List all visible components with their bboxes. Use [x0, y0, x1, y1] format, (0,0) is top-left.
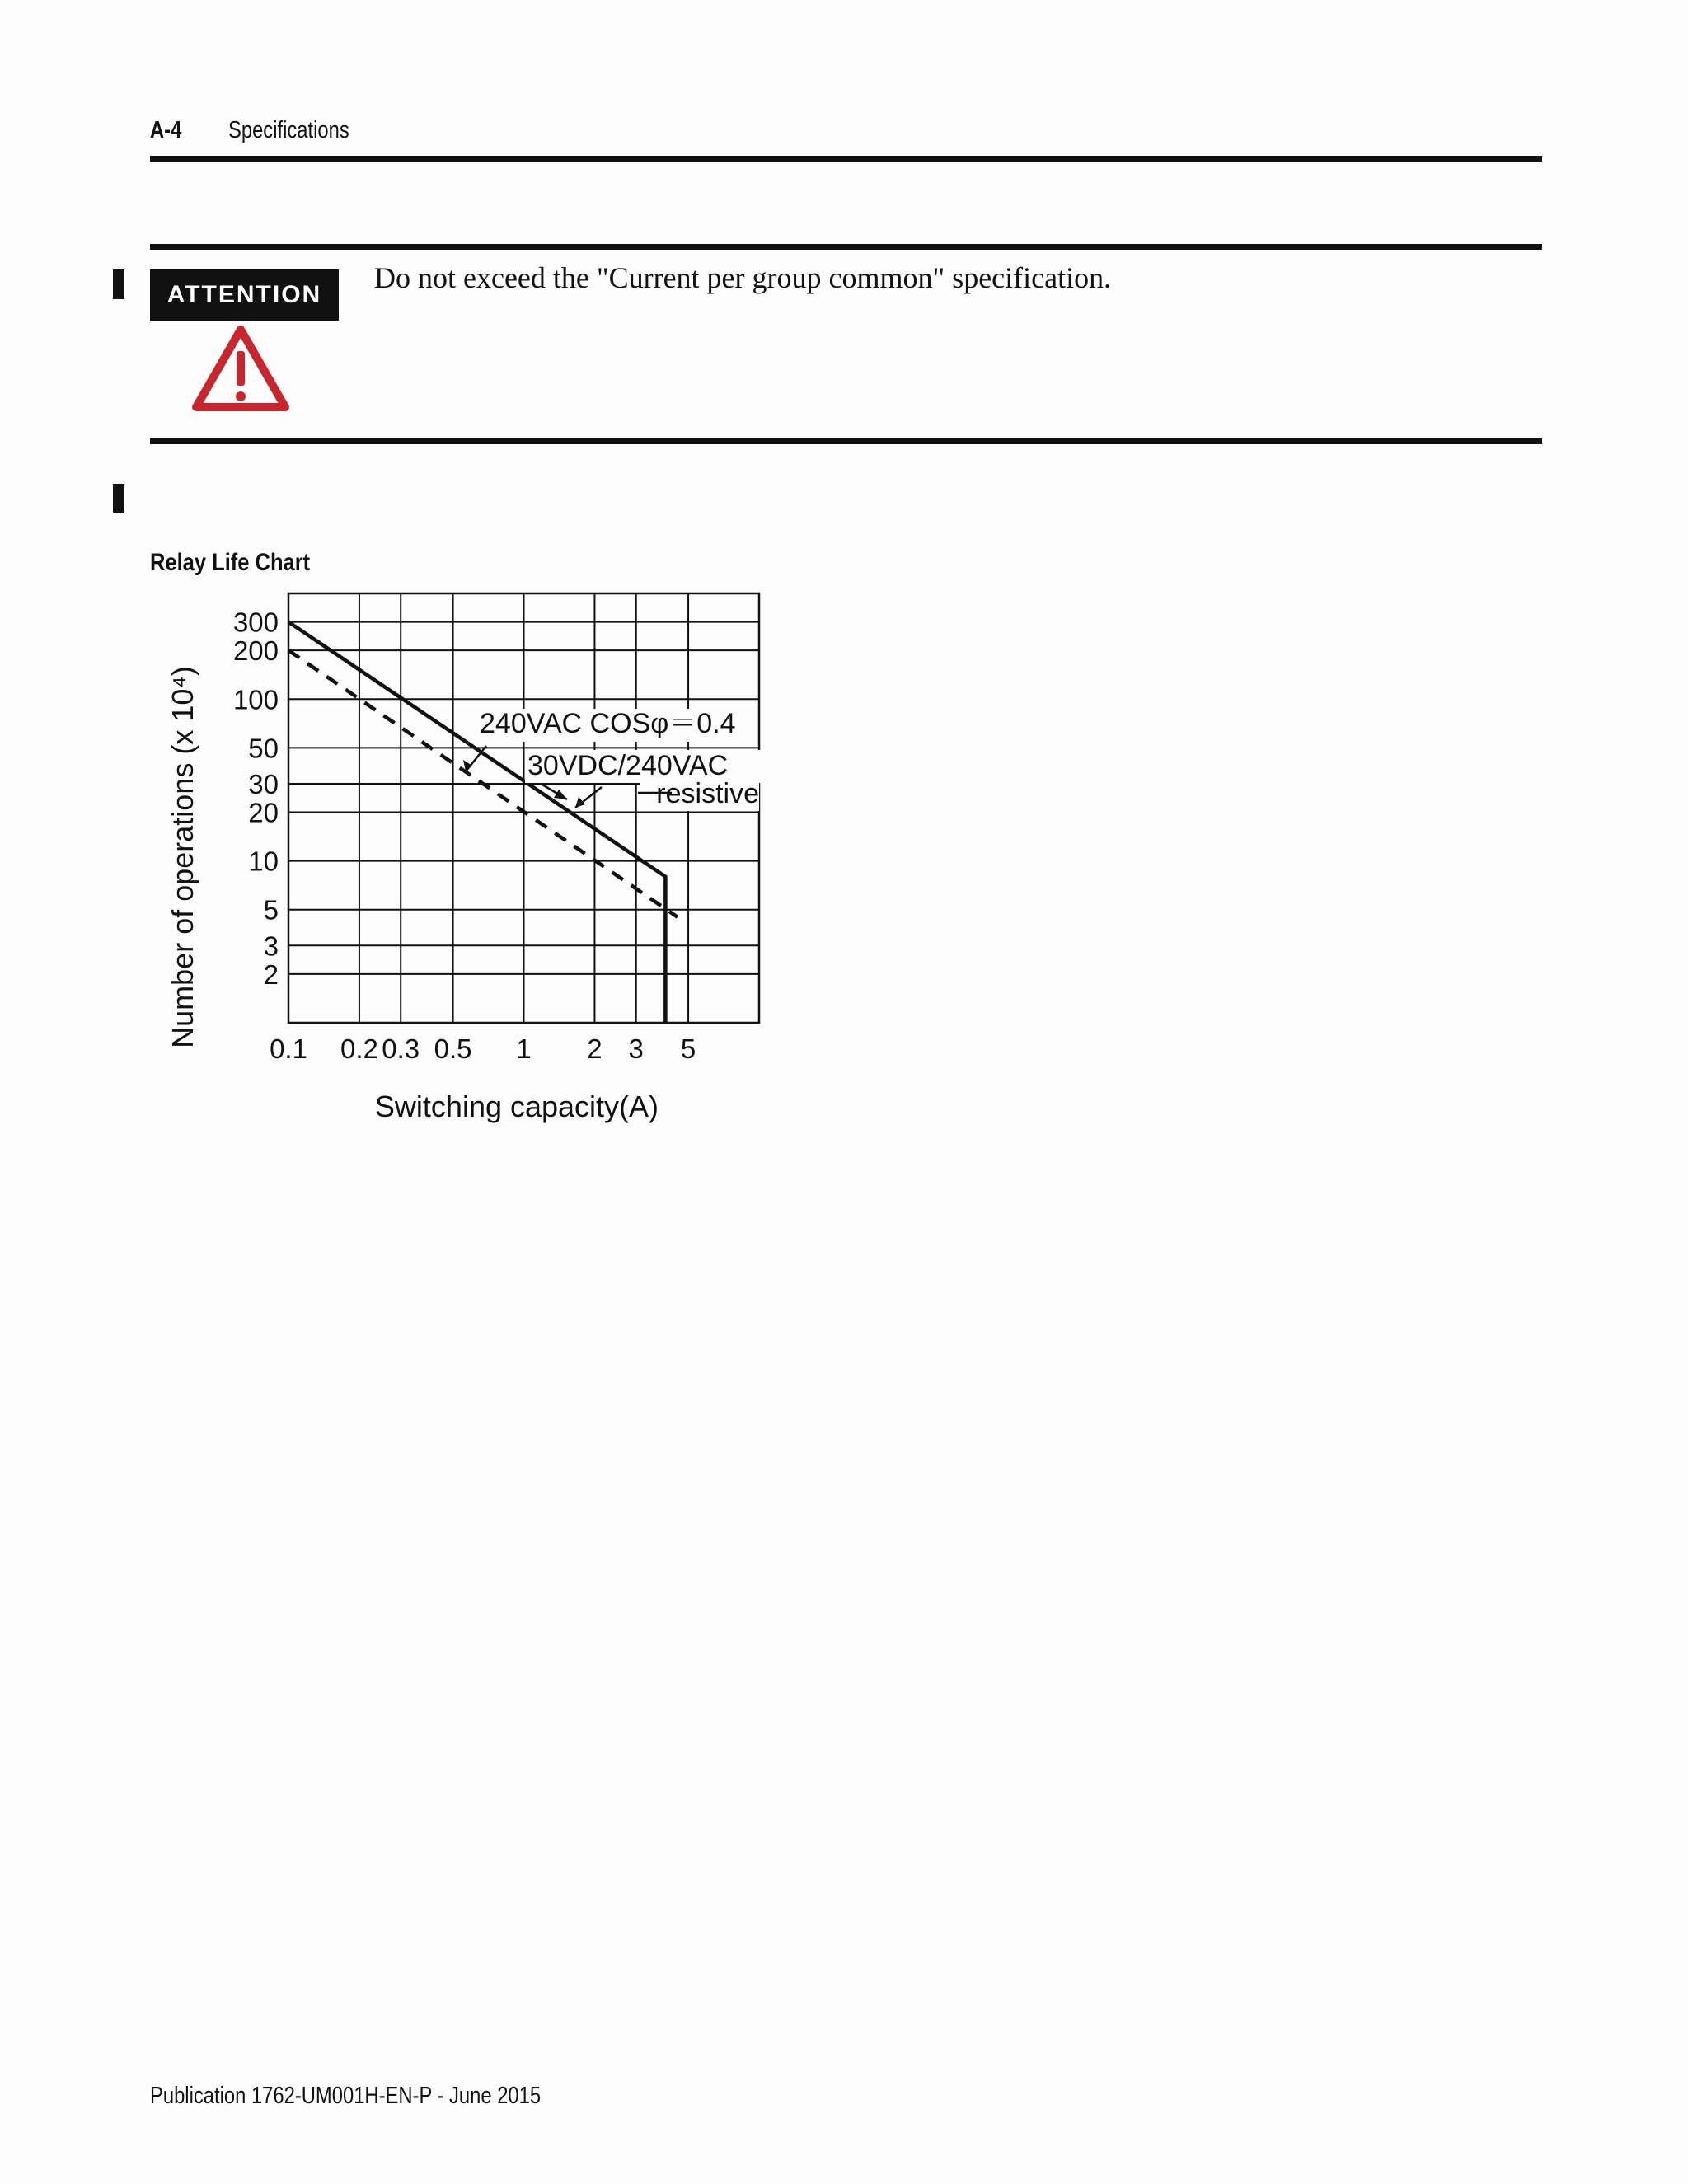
y-tick-label: 50 [248, 733, 279, 764]
y-tick-label: 100 [232, 684, 279, 715]
page-number: A-4 [150, 117, 182, 143]
y-tick-labels [233, 607, 279, 990]
change-bar [113, 484, 124, 513]
x-tick-labels [270, 1033, 696, 1064]
y-tick-label: 20 [248, 797, 279, 828]
header-rule [150, 156, 1542, 162]
x-tick-label: 3 [628, 1033, 644, 1064]
x-tick-label: 0.5 [434, 1033, 472, 1064]
section-title: Specifications [228, 117, 349, 143]
y-tick-label: 30 [248, 768, 279, 799]
annotation-arrowhead [554, 790, 567, 799]
annotation-label: resistive [656, 778, 759, 809]
y-tick-label: 3 [263, 930, 279, 962]
y-tick-label: 300 [232, 607, 279, 638]
chart-annotations [463, 708, 762, 811]
y-tick-label: 5 [263, 894, 279, 926]
x-tick-label: 0.2 [340, 1033, 378, 1064]
attention-text: Do not exceed the "Current per group common" specification. [374, 261, 1112, 294]
footer-publication: Publication 1762-UM001H-EN-P - June 2015 [150, 2083, 542, 2109]
x-tick-label: 0.3 [382, 1033, 420, 1064]
relay-life-chart [157, 577, 783, 1137]
solid-series-line [288, 622, 665, 1023]
y-axis-label: Number of operations (x 10⁴) [166, 666, 199, 1048]
warning-triangle-icon [191, 323, 290, 414]
x-tick-label: 5 [680, 1033, 696, 1064]
attention-label: ATTENTION [150, 269, 339, 321]
annotation-label: 30VDC/240VAC [528, 750, 729, 781]
attention-bottom-rule [150, 438, 1542, 444]
y-tick-label: 200 [232, 635, 279, 667]
chart-title: Relay Life Chart [150, 549, 311, 576]
annotation-label: 240VAC COSφ＝0.4 [480, 708, 736, 739]
x-tick-label: 1 [516, 1033, 532, 1064]
y-tick-label: 10 [248, 846, 279, 877]
change-bar [113, 269, 124, 299]
chart-series [288, 622, 678, 1023]
x-axis-label: Switching capacity(A) [374, 1090, 659, 1123]
x-tick-label: 0.1 [270, 1033, 307, 1064]
attention-top-rule [150, 244, 1542, 250]
x-tick-label: 2 [587, 1033, 603, 1064]
y-tick-label: 2 [263, 958, 279, 990]
